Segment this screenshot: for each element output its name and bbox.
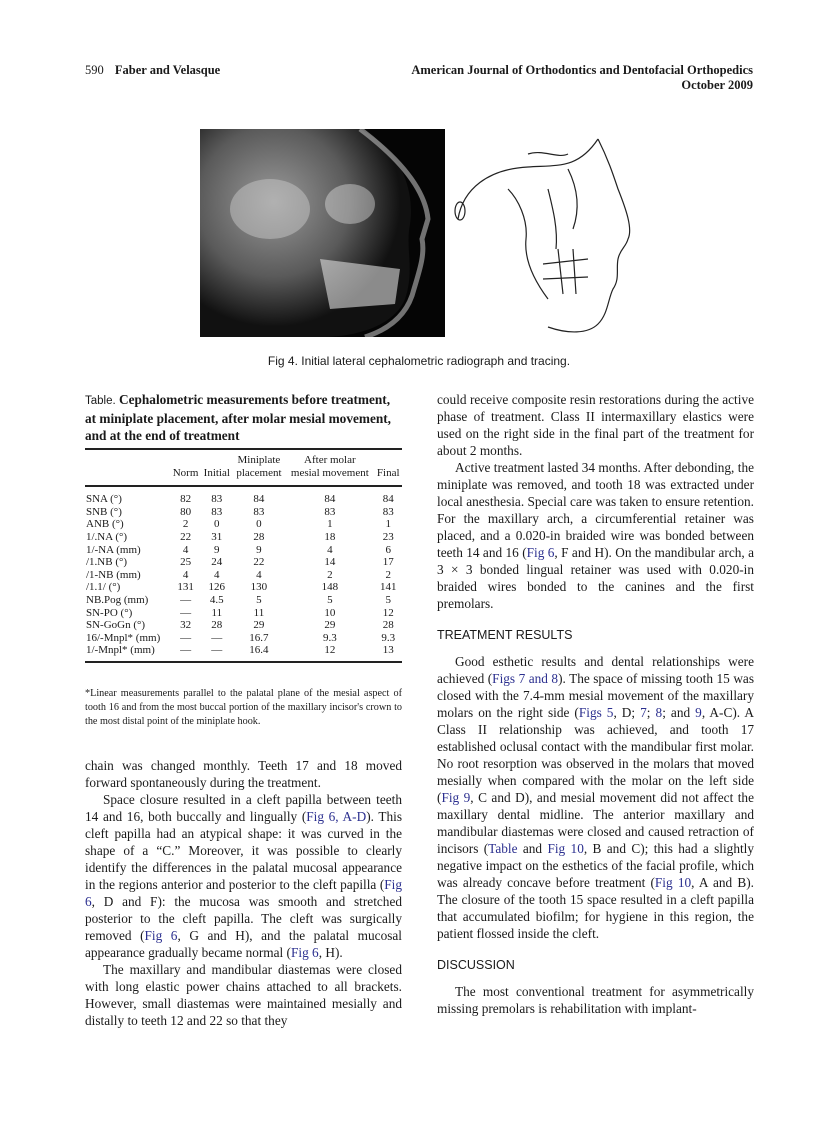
table-header-row — [85, 449, 402, 467]
table-cell: 148 — [321, 581, 339, 594]
cross-reference-link[interactable]: Fig 6, A-D — [306, 809, 367, 824]
figure-4 — [200, 129, 637, 337]
text-run: Active treatment lasted 34 months. After debonding, the miniplate was removed, and tooth 18 was extracted under local anesthesia. Special care was taken to ensure retention. For the maxillary arch, a circumferential retainer was placed, and a 0.020-in braided wire was bonded between teeth 14 and 16 ( — [437, 460, 754, 560]
table-label: Table. — [85, 395, 116, 407]
measurement-name: SNA (°) — [86, 493, 122, 506]
table-caption: Cephalometric measurements before treatment, at miniplate placement, after molar mesial movement, and at the end of treatment — [85, 392, 392, 443]
table-cell: 4 — [327, 543, 333, 556]
text-run: and — [517, 841, 548, 856]
table-cell: 84 — [382, 493, 394, 506]
issue-date: October 2009 — [681, 78, 753, 92]
cephalometric-tracing — [448, 129, 638, 337]
column-header: Final — [374, 467, 402, 487]
table-row — [85, 644, 402, 662]
table-cell: 2 — [182, 518, 189, 531]
column-header — [85, 449, 170, 467]
table-row — [85, 632, 402, 645]
table-cell: 24 — [211, 556, 223, 569]
table-cell: 11 — [253, 606, 265, 619]
column-header: Miniplate — [233, 449, 286, 467]
cross-reference-link[interactable]: Figs 5 — [578, 705, 614, 720]
table-cell: — — [180, 631, 192, 644]
table-cell: 22 — [253, 556, 265, 569]
table-cell: — — [201, 644, 233, 662]
text-run: , H). — [318, 945, 343, 960]
cross-reference-link[interactable]: 8 — [655, 705, 663, 720]
table-cell: 82 — [180, 493, 192, 506]
measurement-name: /1.1/ (°) — [86, 581, 121, 594]
table-row — [85, 619, 402, 632]
table-cell: 5 — [256, 593, 262, 606]
table-cell: 0 — [214, 518, 220, 531]
column-header: mesial movement — [285, 467, 374, 487]
cross-reference-link[interactable]: Table — [488, 841, 518, 856]
table-row — [85, 594, 402, 607]
measurement-name: /1.NB (°) — [86, 556, 128, 569]
table-row — [85, 518, 402, 531]
table-cell: 28 — [211, 619, 223, 632]
table-cell: 9 — [256, 543, 262, 556]
table-cell: 25 — [180, 556, 192, 569]
table-cell: 23 — [382, 530, 394, 543]
table-cell: 80 — [180, 505, 192, 518]
column-header — [374, 449, 402, 467]
table-cell: 5 — [385, 593, 391, 606]
table-cell: 22 — [180, 530, 192, 543]
cross-reference-link[interactable]: Fig 6 — [291, 945, 319, 960]
section-heading: TREATMENT RESULTS — [437, 628, 573, 642]
paragraph — [437, 653, 754, 942]
table-cell: 131 — [177, 581, 194, 594]
measurement-name: 1/-NA (mm) — [86, 543, 141, 556]
text-run: ; and — [662, 705, 696, 720]
measurement-name: ANB (°) — [86, 518, 124, 531]
running-header-left — [85, 63, 220, 78]
text-run: , A and B). The closure of the tooth 15 space resulted in a cleft papilla that accumulated biofilm; for hygiene in this region, the patient flossed inside the cleft. — [437, 875, 754, 941]
table-cell: 2 — [327, 568, 333, 581]
table-cell: 13 — [374, 644, 402, 662]
cephalometric-radiograph — [200, 129, 445, 337]
table-cell: 1 — [327, 518, 333, 531]
section-heading: DISCUSSION — [437, 958, 515, 972]
table-cell: 126 — [208, 581, 226, 594]
paragraph — [85, 757, 402, 791]
table-cell: 6 — [385, 543, 391, 556]
cross-reference-link[interactable]: Fig 10 — [547, 841, 584, 856]
cross-reference-link[interactable]: Fig 9 — [441, 790, 471, 805]
table-cell: — — [180, 593, 192, 606]
cross-reference-link[interactable]: Fig 6 — [526, 545, 555, 560]
cephalometric-table — [85, 448, 402, 663]
measurement-name: SN-GoGn (°) — [86, 619, 146, 632]
table-cell: 83 — [382, 505, 394, 518]
authors: Faber and Velasque — [114, 63, 221, 77]
paragraph — [437, 983, 754, 1017]
cross-reference-link[interactable]: Figs 7 and 8 — [492, 671, 559, 686]
figure-caption: Fig 4. Initial lateral cephalometric radiograph and tracing. — [267, 354, 571, 368]
table-cell: 11 — [211, 606, 223, 619]
text-run: Good esthetic results and dental relationships were achieved ( — [437, 654, 754, 686]
table-cell: 28 — [253, 530, 265, 543]
table-cell: 18 — [324, 530, 336, 543]
table-cell: 17 — [382, 556, 394, 569]
table-row — [85, 607, 402, 620]
table-cell: 4 — [214, 568, 220, 581]
table-cell: — — [211, 631, 223, 644]
table-cell: 2 — [385, 568, 391, 581]
table-cell: 12 — [382, 606, 394, 619]
text-run: , C and D), and mesial movement did not affect the maxillary dental midline. The anterior maxillary and mandibular diastemas were closed and caused retraction of incisors ( — [437, 790, 754, 856]
text-run: ; — [646, 705, 656, 720]
measurement-name: NB.Pog (mm) — [86, 593, 149, 606]
table-cell: 12 — [285, 644, 374, 662]
table-cell: 4 — [182, 568, 189, 581]
text-run: The most conventional treatment for asymmetrically missing premolars is rehabilitation with implant- — [437, 984, 754, 1016]
table-cell: 28 — [382, 619, 394, 632]
column-header: Norm — [170, 467, 201, 487]
text-run: , B and C); this had a slightly negative impact on the esthetics of the facial profile, which was already concave before treatment ( — [437, 841, 754, 890]
table-cell: 83 — [324, 505, 336, 518]
text-run: , D and F): the mucosa was smooth and stretched posterior to the cleft papilla. The cleft was surgically removed ( — [85, 894, 402, 943]
column-header: placement — [233, 467, 286, 487]
table-cell: 84 — [324, 493, 336, 506]
text-run: , G and H), and the palatal mucosal appearance gradually became normal ( — [85, 928, 402, 960]
table-cell: 4.5 — [209, 593, 224, 606]
text-run: ). This cleft papilla had an atypical shape: it was curved in the shape of a “C.” Moreover, it was possible to clearly identify the differences in the palatal mucosal appearance in the regions anterior and posterior to the cleft papilla ( — [85, 809, 402, 892]
table-title — [85, 391, 402, 444]
paragraph — [85, 961, 402, 1029]
table-cell: 130 — [250, 581, 268, 594]
table-row — [85, 506, 402, 519]
text-run: chain was changed monthly. Teeth 17 and 18 moved forward spontaneously during the treatment. — [85, 758, 402, 790]
column-header — [201, 449, 233, 467]
table-row — [85, 486, 402, 506]
left-text-column — [85, 757, 402, 1029]
paragraph — [437, 459, 754, 612]
table-header-row — [85, 467, 402, 487]
table-row — [85, 581, 402, 594]
table-cell: 16.4 — [233, 644, 286, 662]
measurement-name: /1-NB (mm) — [86, 568, 141, 581]
column-header: After molar — [285, 449, 374, 467]
table-cell: 16.7 — [249, 631, 269, 644]
text-run: , A-C). A Class II relationship was achieved, and tooth 17 established oclusal contact with the mandibular first molar. No root resorption was observed in the molars that moved mesially when compared with the molar on the left side ( — [437, 705, 754, 805]
table-row — [85, 531, 402, 544]
measurement-name: 16/-Mnpl* (mm) — [86, 631, 161, 644]
table-cell: 14 — [324, 556, 336, 569]
table-cell: 4 — [256, 568, 262, 581]
cross-reference-link[interactable]: Fig 6 — [144, 928, 178, 943]
running-header-right — [411, 63, 753, 93]
table-cell: 5 — [327, 593, 333, 606]
text-run: The maxillary and mandibular diastemas were closed with long elastic power chains attached to all brackets. However, small diastemas were maintained mesially and distally to teeth 12 and 22 so that they — [85, 962, 402, 1028]
cross-reference-link[interactable]: Fig 10 — [654, 875, 692, 890]
paragraph — [437, 391, 754, 459]
measurement-name: 1/-Mnpl* (mm) — [85, 644, 170, 662]
column-header — [85, 467, 170, 487]
cross-reference-link[interactable]: Fig 6 — [85, 877, 402, 909]
table-cell: — — [180, 606, 192, 619]
column-header: Initial — [201, 467, 233, 487]
text-run: , F and H). On the mandibular arch, a 3 × 3 bonded lingual retainer was used with 0.020-in braided wires bonded to the canines and the first premolars. — [437, 545, 754, 611]
table-cell: 29 — [253, 619, 265, 632]
measurement-name: 1/.NA (°) — [86, 530, 128, 543]
table-row — [85, 556, 402, 569]
text-run: could receive composite resin restorations during the active phase of treatment. Class II intermaxillary elastics were used on the right side in the final part of the treatment for about 2 months. — [437, 392, 754, 458]
table-footnote: *Linear measurements parallel to the palatal plane of the mesial aspect of tooth 16 and from the most buccal portion of the maxillary incisor's crown to the most distal point of the miniplate hook. — [85, 688, 402, 727]
table-row — [85, 544, 402, 557]
table-cell: 83 — [211, 493, 223, 506]
table-cell: 10 — [324, 606, 336, 619]
cross-reference-link[interactable]: 9 — [695, 705, 702, 720]
text-run: ). The space of missing tooth 15 was closed with the 7.4-mm mesial movement of the maxillary molars on the right side ( — [437, 671, 754, 720]
cross-reference-link[interactable]: 7 — [640, 705, 647, 720]
paragraph — [85, 791, 402, 961]
page-number: 590 — [85, 63, 104, 77]
table-cell: 83 — [253, 505, 265, 518]
measurement-name: SNB (°) — [86, 505, 122, 518]
text-run: Space closure resulted in a cleft papilla between teeth 14 and 16, both buccally and lingually ( — [85, 792, 402, 824]
table-row — [85, 569, 402, 582]
right-text-column — [437, 391, 754, 1017]
table-cell: 29 — [324, 619, 336, 632]
table-cell: 141 — [379, 581, 397, 594]
text-run: , D; — [613, 705, 641, 720]
table-cell: 83 — [211, 505, 223, 518]
table-cell: — — [170, 644, 201, 662]
column-header — [170, 449, 201, 467]
table-cell: 9 — [214, 543, 220, 556]
table-cell: 0 — [256, 518, 262, 531]
table-cell: 9.3 — [322, 631, 337, 644]
table-cell: 4 — [182, 543, 189, 556]
measurement-name: SN-PO (°) — [86, 606, 133, 619]
table-cell: 32 — [180, 619, 192, 632]
table-cell: 1 — [385, 518, 391, 531]
journal-name: American Journal of Orthodontics and Dentofacial Orthopedics — [411, 63, 753, 77]
table-cell: 9.3 — [381, 631, 396, 644]
table-cell: 31 — [211, 530, 223, 543]
table-cell: 84 — [253, 493, 265, 506]
